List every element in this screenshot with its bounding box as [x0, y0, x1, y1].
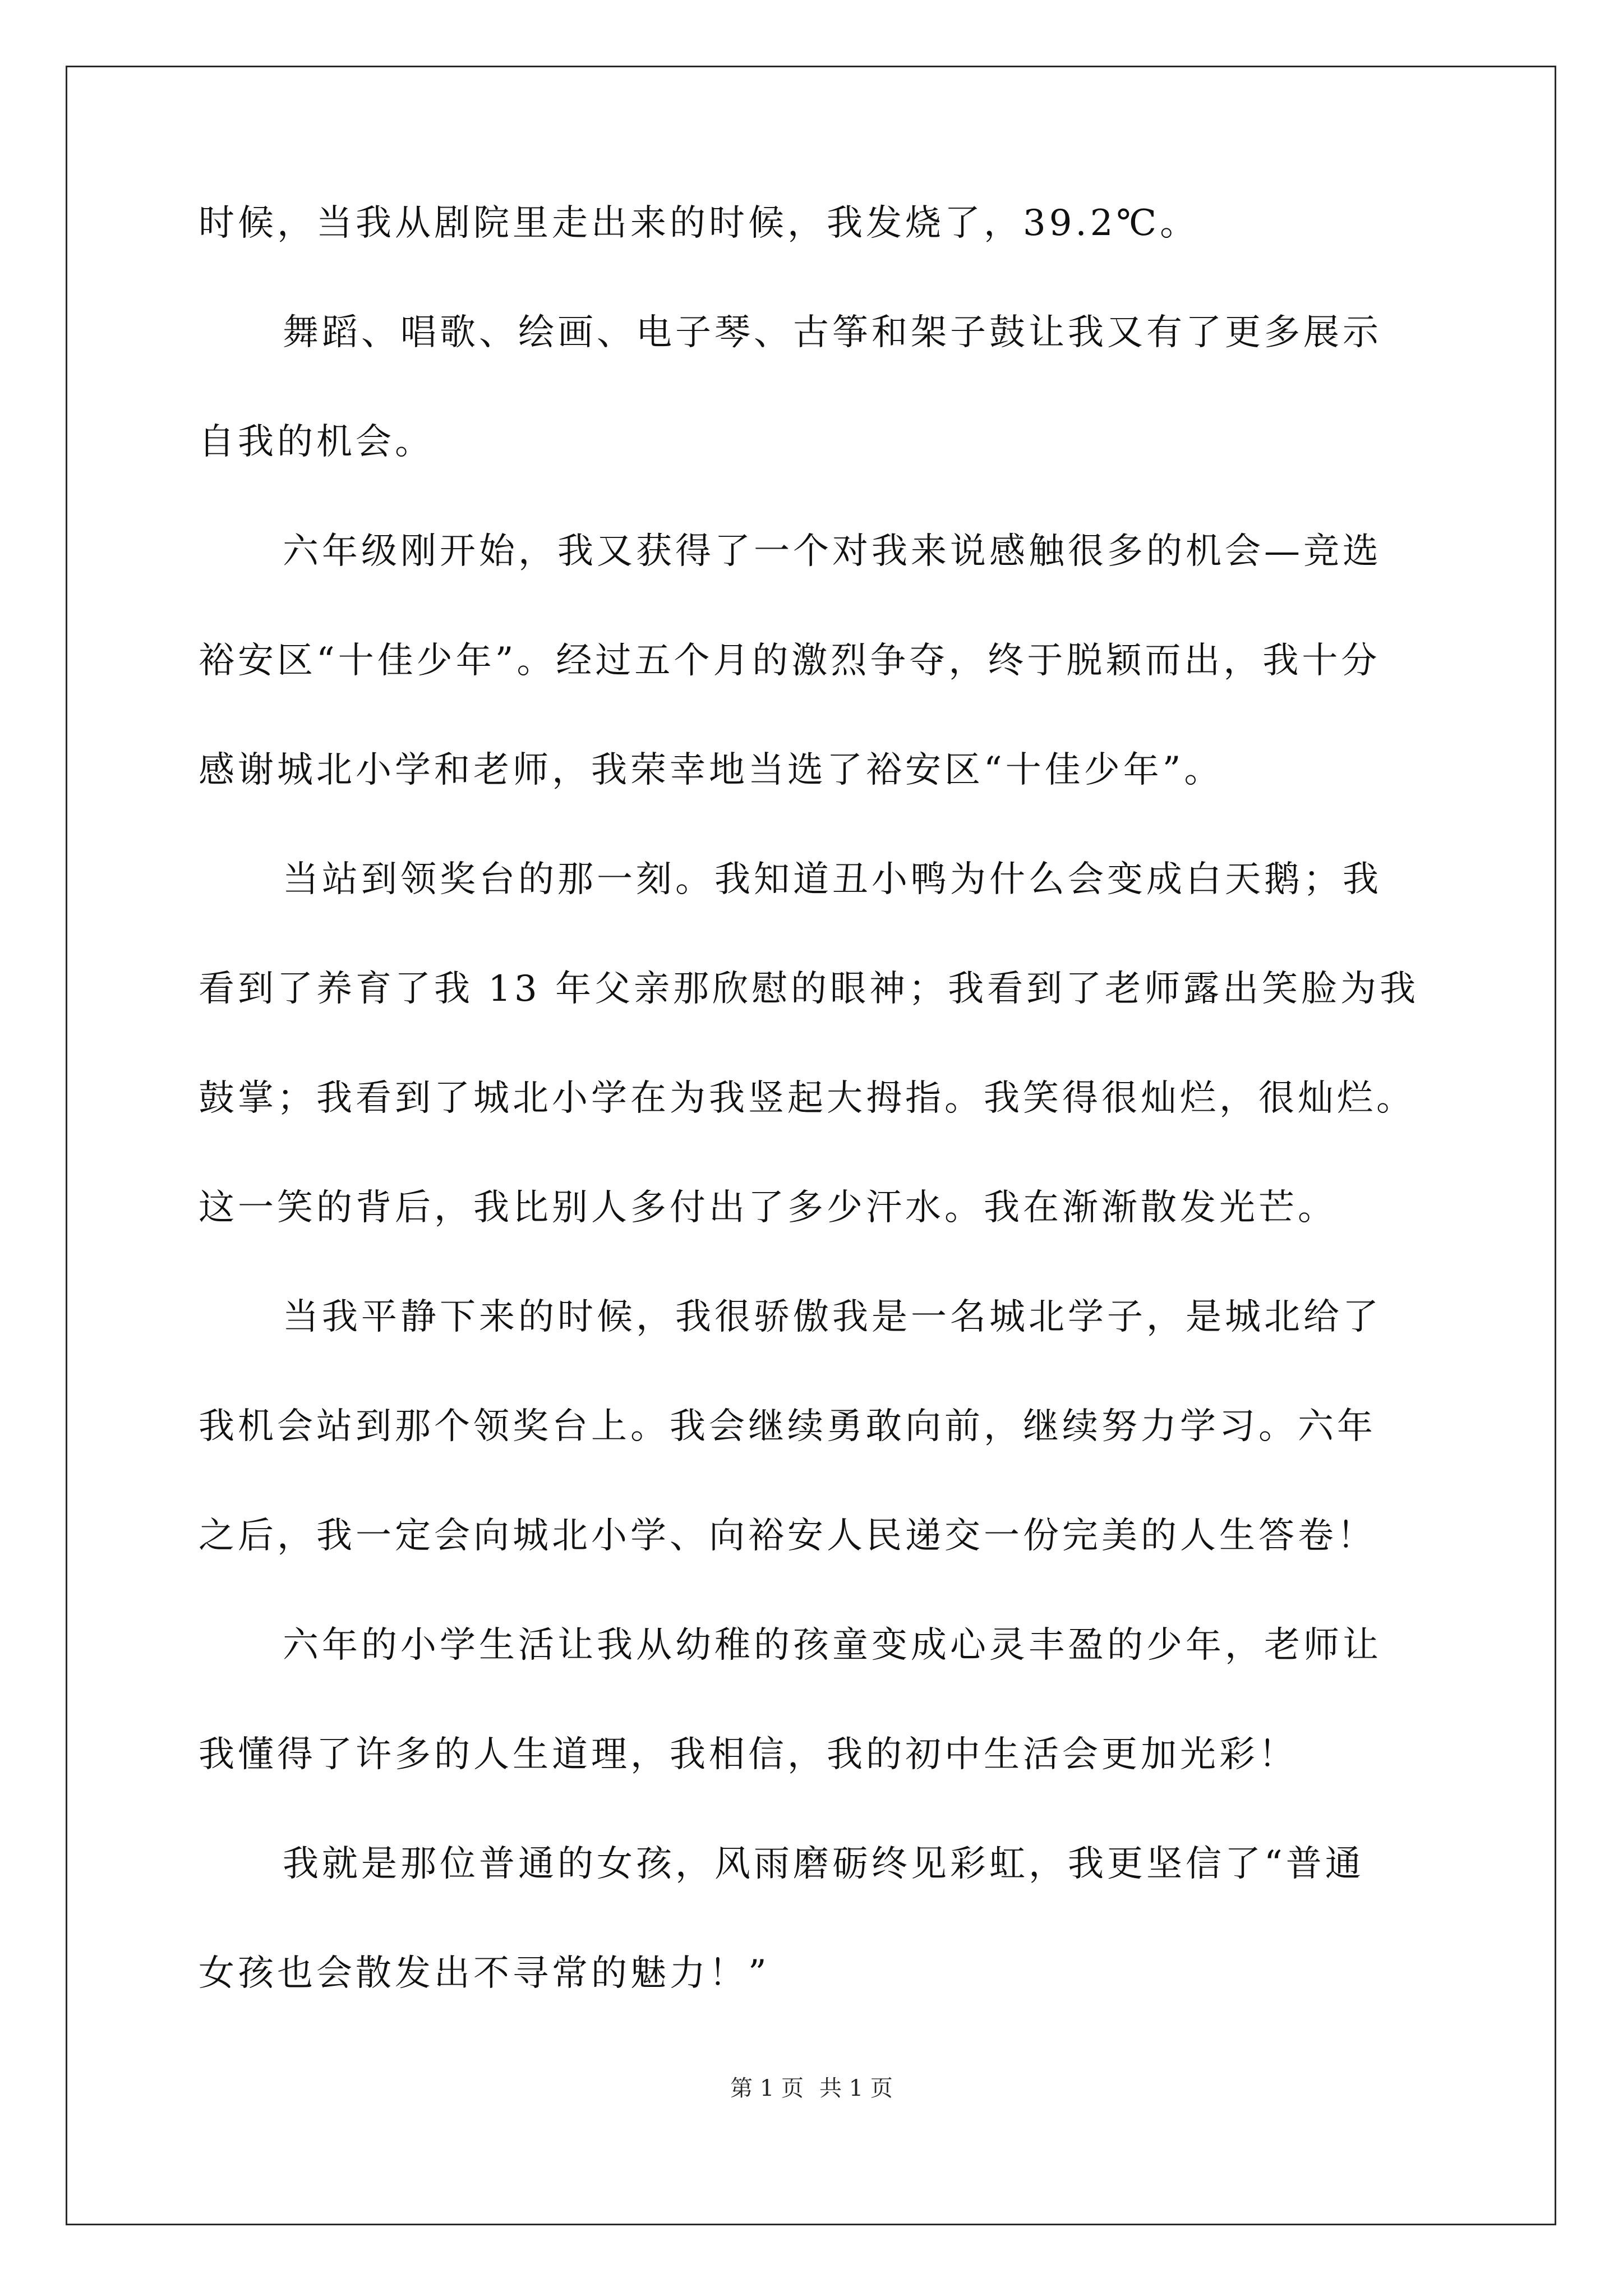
text-line: 自我的机会。 [199, 421, 434, 463]
paragraph-start-line: 当我平静下来的时候，我很骄傲我是一名城北学子，是城北给了 [283, 1296, 1382, 1338]
paragraph-start-line: 六年级刚开始，我又获得了一个对我来说感触很多的机会—竞选 [283, 531, 1382, 572]
text-line: 时候，当我从剧院里走出来的时候，我发烧了，39.2℃。 [199, 203, 1200, 244]
page-footer [0, 2073, 1623, 2104]
paragraph-start-line: 我就是那位普通的女孩，风雨磨砺终见彩虹，我更坚信了“普通 [283, 1843, 1364, 1885]
text-line: 我机会站到那个领奖台上。我会继续勇敢向前，继续努力学习。六年 [199, 1406, 1376, 1447]
text-line: 感谢城北小学和老师，我荣幸地当选了裕安区“十佳少年”。 [199, 749, 1224, 791]
page-total: 共 1 页 [819, 2076, 893, 2101]
text-line: 我懂得了许多的人生道理，我相信，我的初中生活会更加光彩！ [199, 1734, 1298, 1775]
page-border [66, 66, 1556, 2225]
text-line: 看到了养育了我 13 年父亲那欣慰的眼神；我看到了老师露出笑脸为我 [199, 968, 1419, 1010]
page-number: 第 1 页 [730, 2076, 804, 2101]
paragraph-start-line: 当站到领奖台的那一刻。我知道丑小鸭为什么会变成白天鹅；我 [283, 859, 1382, 900]
paragraph-start-line: 六年的小学生活让我从幼稚的孩童变成心灵丰盈的少年，老师让 [283, 1625, 1382, 1666]
text-line: 之后，我一定会向城北小学、向裕安人民递交一份完美的人生答卷！ [199, 1515, 1376, 1557]
text-line: 裕安区“十佳少年”。经过五个月的激烈争夺，终于脱颖而出，我十分 [199, 640, 1381, 682]
text-line: 鼓掌；我看到了城北小学在为我竖起大拇指。我笑得很灿烂，很灿烂。 [199, 1078, 1415, 1119]
text-line: 这一笑的背后，我比别人多付出了多少汗水。我在渐渐散发光芒。 [199, 1187, 1337, 1228]
paragraph-start-line: 舞蹈、唱歌、绘画、电子琴、古筝和架子鼓让我又有了更多展示 [283, 312, 1382, 353]
text-line: 女孩也会散发出不寻常的魅力！” [199, 1953, 770, 1994]
